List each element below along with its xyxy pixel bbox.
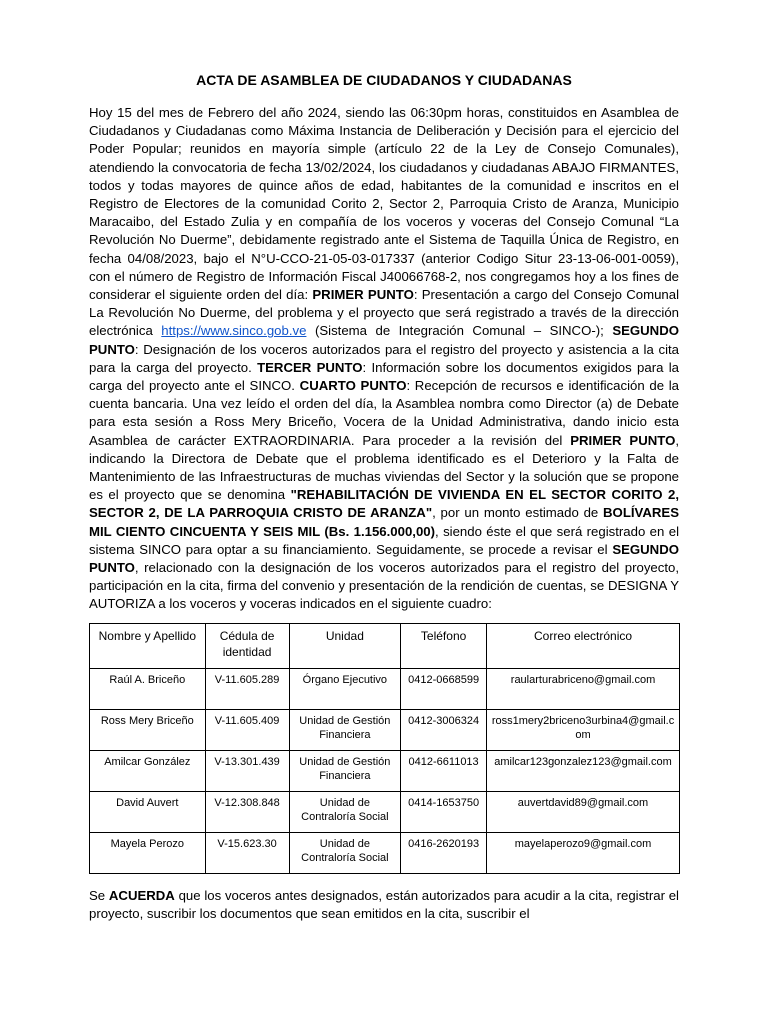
text-segment: que los voceros antes designados, están autorizados para acudir a la cita, registrar el proyecto, suscribir los documentos que sean emitidos en la cita, suscribir el (89, 888, 679, 922)
cell-unidad: Órgano Ejecutivo (289, 669, 401, 710)
table-row (90, 792, 680, 833)
cell-cedula: V-15.623.30 (205, 833, 289, 874)
cell-correo: amilcar123gonzalez123@gmail.com (487, 751, 680, 792)
cell-telefono: 0412-6611013 (401, 751, 487, 792)
cell-telefono: 0412-3006324 (401, 710, 487, 751)
cell-nombre: David Auvert (90, 792, 206, 833)
header-cedula: Cédula de identidad (205, 624, 289, 669)
table-row (90, 833, 680, 874)
cell-nombre: Mayela Perozo (90, 833, 206, 874)
assembly-minutes-paragraph (89, 104, 679, 614)
cell-unidad: Unidad de Gestión Financiera (289, 751, 401, 792)
text-segment: : Información sobre los documentos exigidos para la carga del proyecto ante el SINCO. (89, 359, 679, 394)
cell-correo: raularturabriceno@gmail.com (487, 669, 680, 710)
text-segment: : Designación de los voceros autorizados para el registro del proyecto y asistencia a la cita para la carga del proyecto. (89, 341, 679, 375)
text-segment: : Recepción de recursos e identificación de la cuenta bancaria. Una vez leído el orden del día, la Asamblea nombra como Director (a) de Debate para esta sesión a Ross Mery Briceño, Vocera de la Unidad Administrativa, dando inicio esta Asamblea de carácter EXTRAORDINARIA. Para proceder a la revisión del (89, 378, 679, 448)
text-segment: , siendo éste el que será registrado en el sistema SINCO para optar a su financiamiento. Seguidamente, se procede a revisar el (89, 523, 679, 557)
cuarto-punto-label: CUARTO PUNTO (299, 378, 407, 394)
text-segment: , relacionado con la designación de los voceros autorizados para el registro del proyecto, participación en la cita, firma del convenio y presentación de la rendición de cuentas, se DESIGNA Y AUTORIZA a los voceros y voceras indicados en el siguiente cuadro: (89, 560, 679, 612)
sinco-link[interactable]: https://www.sinco.gob.ve (161, 323, 307, 339)
voceros-table (89, 623, 680, 874)
segundo-punto-label: SEGUNDO PUNTO (89, 323, 679, 357)
text-segment: , por un monto estimado de (432, 505, 604, 521)
table-row (90, 710, 680, 751)
cell-cedula: V-12.308.848 (205, 792, 289, 833)
cell-cedula: V-11.605.289 (205, 669, 289, 710)
header-correo: Correo electrónico (487, 624, 680, 669)
cell-cedula: V-13.301.439 (205, 751, 289, 792)
agreement-paragraph (89, 887, 679, 923)
cell-unidad: Unidad de Contraloría Social (289, 792, 401, 833)
acuerda-label: ACUERDA (108, 888, 175, 903)
text-segment: : Presentación a cargo del Consejo Comunal La Revolución No Duerme, del problema y el proyecto que será registrado a través de la dirección electrónica (89, 287, 680, 339)
cell-unidad: Unidad de Gestión Financiera (289, 710, 401, 751)
cell-unidad: Unidad de Contraloría Social (289, 833, 401, 874)
header-unidad: Unidad (289, 624, 401, 669)
header-nombre: Nombre y Apellido (90, 624, 206, 669)
primer-punto-label: PRIMER PUNTO (312, 287, 414, 303)
cell-telefono: 0416-2620193 (401, 833, 487, 874)
text-segment: Se (89, 888, 109, 903)
table-header-row (90, 624, 680, 669)
cell-nombre: Ross Mery Briceño (90, 710, 206, 751)
table-row (90, 669, 680, 710)
cell-telefono: 0412-0668599 (401, 669, 487, 710)
cell-cedula: V-11.605.409 (205, 710, 289, 751)
header-telefono: Teléfono (401, 624, 487, 669)
text-segment: , indicando la Directora de Debate que el problema identificado es el Deterioro y la Falta de Mantenimiento de las Infraestructuras de muchas viviendas del Sector y la solución que se propone es el proyecto que se denomina (89, 432, 679, 503)
cell-correo: mayelaperozo9@gmail.com (487, 833, 680, 874)
text-segment: Hoy 15 del mes de Febrero del año 2024, siendo las 06:30pm horas, constituidos en Asamblea de Ciudadanos y Ciudadanas como Máxima Instancia de Deliberación y Decisión para el ejercicio del Poder Popular; reunidos en mayoría simple (artículo 22 de la Ley de Consejo Comunales), atendiendo la convocatoria de fecha 13/02/2024, los ciudadanos y ciudadanas ABAJO FIRMANTES, todos y todas mayores de quince años de edad, habitantes de la comunidad e inscritos en el Registro de Electores de la comunidad Corito 2, Sector 2, Parroquia Cristo de Aranza, Municipio Maracaibo, del Estado Zulia y en compañía de los voceros y voceras del Consejo Comunal “La Revolución No Duerme”, debidamente registrado ante el Sistema de Taquilla Única de Registro, en fecha 04/08/2023, bajo el N°U-CCO-21-05-03-017337 (anterior Codigo Situr 23-13-06-001-0059), con el número de Registro de Información Fiscal J40066768-2, nos congregamos hoy a los fines de considerar el siguiente orden del día: (89, 105, 679, 303)
project-name: "REHABILITACIÓN DE VIVIENDA EN EL SECTOR CORITO 2, SECTOR 2, DE LA PARROQUIA CRISTO DE ARANZA" (89, 487, 680, 521)
table-row (90, 751, 680, 792)
cell-nombre: Amilcar González (90, 751, 206, 792)
document-title: ACTA DE ASAMBLEA DE CIUDADANOS Y CIUDADANAS (196, 72, 572, 88)
cell-correo: ross1mery2briceno3urbina4@gmail.com (487, 710, 680, 751)
cell-correo: auvertdavid89@gmail.com (487, 792, 680, 833)
project-amount: BOLÍVARES MIL CIENTO CINCUENTA Y SEIS MIL (Bs. 1.156.000,00) (89, 505, 679, 539)
tercer-punto-label: TERCER PUNTO (257, 359, 363, 375)
primer-punto-label: PRIMER PUNTO (570, 432, 676, 448)
segundo-punto-label: SEGUNDO PUNTO (89, 541, 679, 576)
cell-nombre: Raúl A. Briceño (90, 669, 206, 710)
cell-telefono: 0414-1653750 (401, 792, 487, 833)
text-segment: (Sistema de Integración Comunal – SINCO-); (306, 323, 613, 339)
